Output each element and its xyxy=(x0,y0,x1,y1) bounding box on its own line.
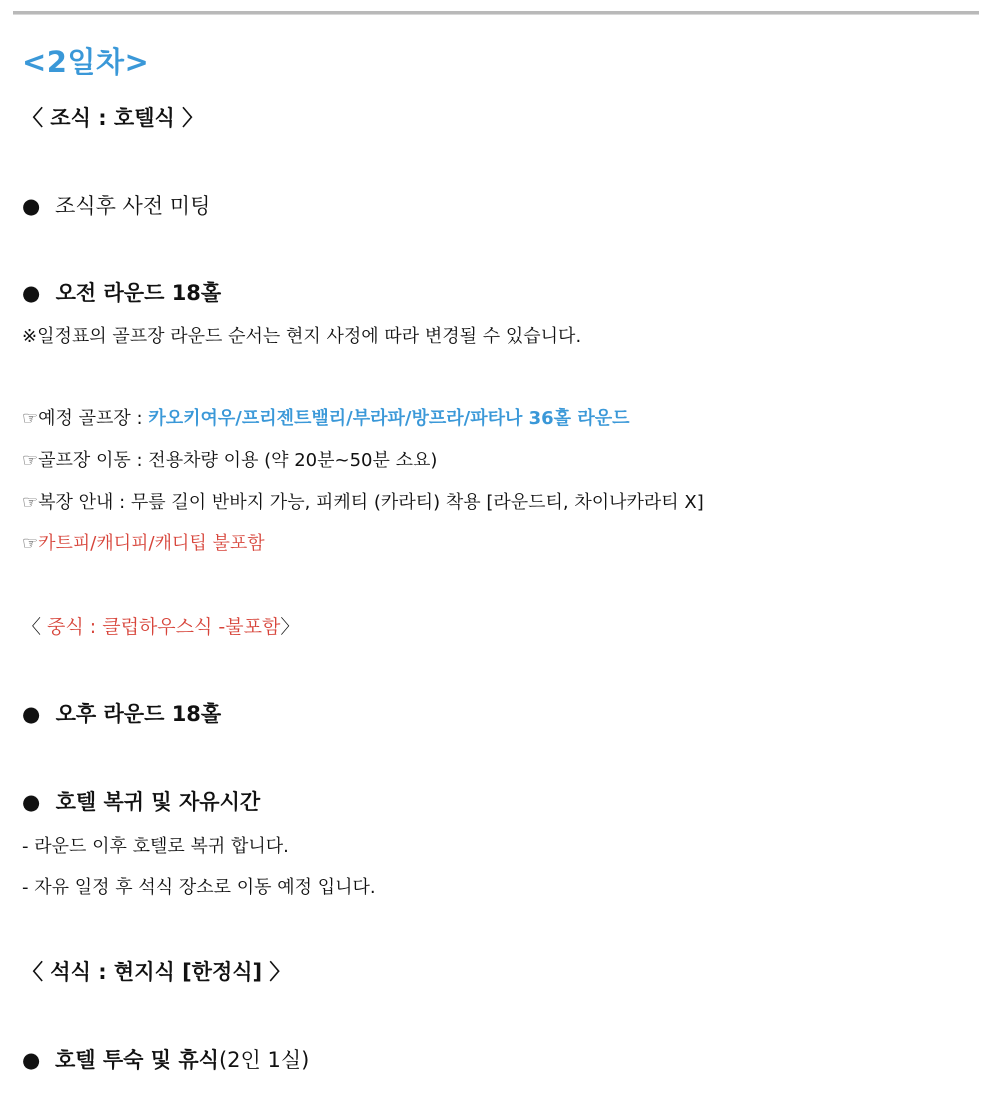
course-label: 예정 골프장 : xyxy=(38,408,149,429)
dress-code-text: 복장 안내 : 무릎 길이 반바지 가능, 피케티 (카라티) 착용 [라운드티, 차이나카라티 X] xyxy=(38,492,704,513)
pre-meeting-item xyxy=(22,190,210,220)
afternoon-round-text: 오후 라운드 18홀 xyxy=(55,702,222,726)
pre-meeting-text: 조식후 사전 미팅 xyxy=(55,194,211,218)
fees-line xyxy=(22,529,265,555)
pointing-hand-icon: ☞ xyxy=(22,492,39,513)
fees-excluded-text: 카트피/캐디피/캐디팁 불포함 xyxy=(38,533,265,554)
bullet-icon: ● xyxy=(22,702,41,726)
morning-round-text: 오전 라운드 18홀 xyxy=(55,281,222,305)
bullet-icon: ● xyxy=(22,1048,41,1072)
bullet-icon: ● xyxy=(22,194,41,218)
breakfast-heading: 〈 조식 : 호텔식 〉 xyxy=(22,106,204,130)
pointing-hand-icon: ☞ xyxy=(22,450,39,471)
schedule-notice: ※일정표의 골프장 라운드 순서는 현지 사정에 따라 변경될 수 있습니다. xyxy=(22,326,582,347)
bullet-icon: ● xyxy=(22,281,41,305)
transfer-text: 골프장 이동 : 전용차량 이용 (약 20분~50분 소요) xyxy=(38,450,438,471)
lunch-heading xyxy=(22,612,299,639)
hotel-return-text: 호텔 복귀 및 자유시간 xyxy=(55,790,261,814)
room-type-text: (2인 1실) xyxy=(218,1048,310,1072)
hotel-return-item xyxy=(22,786,260,816)
pointing-hand-icon: ☞ xyxy=(22,408,39,429)
top-divider xyxy=(13,11,979,15)
lunch-open-bracket: 〈 xyxy=(22,616,48,638)
transfer-line xyxy=(22,446,437,472)
course-value: 카오키여우/프리젠트밸리/부라파/방프라/파타나 36홀 라운드 xyxy=(148,408,630,429)
lunch-text: 중식 : 클럽하우스식 -불포함 xyxy=(47,616,281,638)
afternoon-round-item xyxy=(22,698,221,728)
dinner-heading: 〈 석식 : 현지식 [한정식] 〉 xyxy=(22,960,291,984)
pointing-hand-icon: ☞ xyxy=(22,533,39,554)
golf-course-line xyxy=(22,404,630,430)
day-title: <2일차> xyxy=(22,45,150,79)
lunch-close-bracket: 〉 xyxy=(280,616,300,638)
bullet-icon: ● xyxy=(22,790,41,814)
dress-code-line xyxy=(22,488,704,514)
morning-round-item xyxy=(22,277,221,307)
hotel-stay-item xyxy=(22,1044,309,1074)
return-note-2: - 자유 일정 후 석식 장소로 이동 예정 입니다. xyxy=(22,877,376,898)
hotel-stay-text: 호텔 투숙 및 휴식 xyxy=(55,1048,219,1072)
return-note-1: - 라운드 이후 호텔로 복귀 합니다. xyxy=(22,836,289,857)
